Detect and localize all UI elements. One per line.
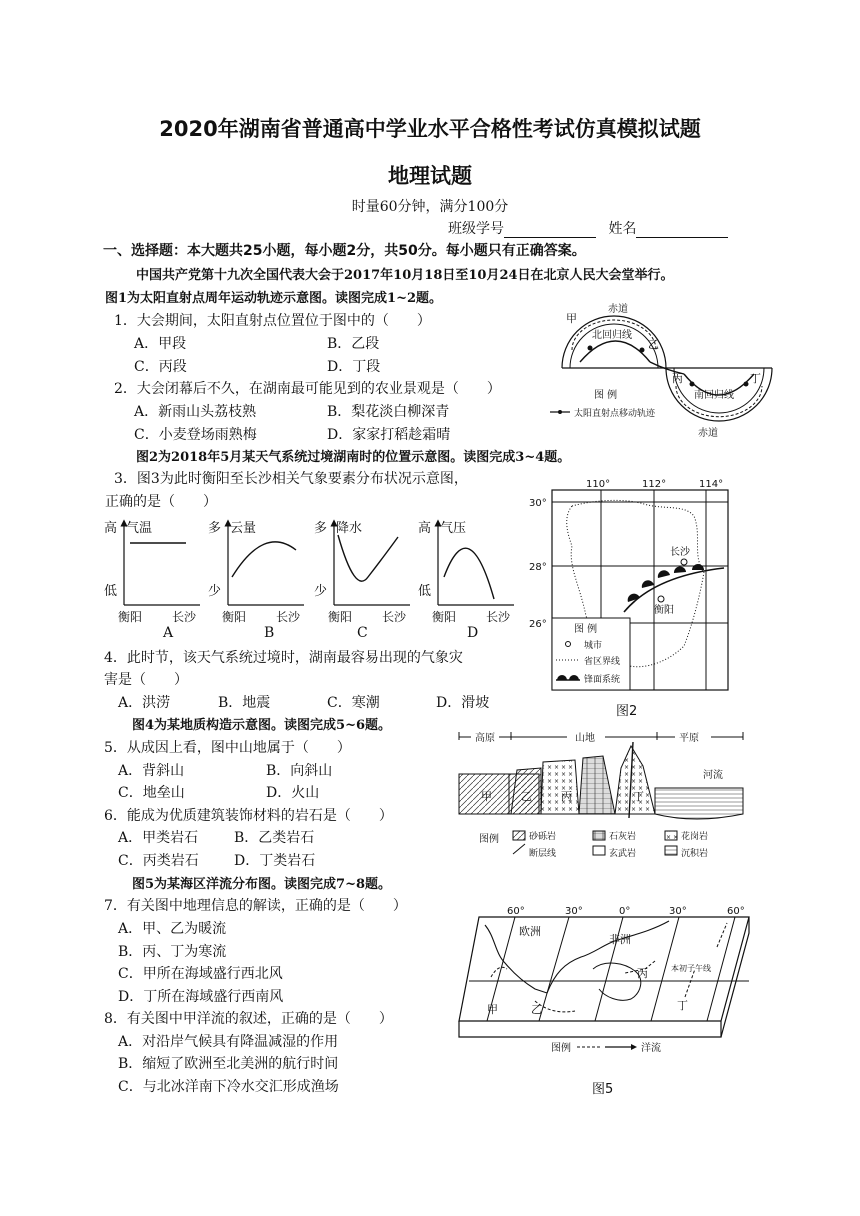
- q1-option-b[interactable]: B．乙段: [327, 336, 380, 352]
- q6-option-d[interactable]: D．丁类岩石: [234, 853, 316, 869]
- graph-b-var: 云量: [230, 521, 257, 536]
- q4-stem-2: 害是（ ）: [104, 672, 188, 688]
- fig1-jia: 甲: [566, 312, 577, 325]
- graph-d-to: 长沙: [486, 610, 511, 624]
- q4-stem-1: 4．此时节，该天气系统过境时，湖南最容易出现的气象灾: [104, 650, 463, 666]
- fig1-legend-title: 图 例: [594, 390, 618, 401]
- fig5-bing: 丙: [637, 967, 648, 980]
- q3-option-d[interactable]: D: [467, 625, 479, 641]
- fig1-equator-bottom: 赤道: [698, 428, 718, 439]
- fig2-city-hengyang: 衡阳: [654, 605, 674, 616]
- q8-option-b[interactable]: B．缩短了欧洲至北美洲的航行时间: [118, 1056, 339, 1072]
- fig5-lon-3: 0°: [619, 906, 631, 917]
- fig2-legend-title: 图 例: [574, 624, 598, 635]
- fig4-fault: 断层线: [529, 849, 557, 858]
- figure-5: [455, 903, 755, 1097]
- time-score: 时量60分钟，满分100分: [351, 199, 509, 215]
- fig5-jia: 甲: [487, 1003, 498, 1016]
- q3-stem-2: 正确的是（ ）: [105, 494, 217, 510]
- fig1-north-tropic: 北回归线: [592, 330, 632, 341]
- student-info: [448, 218, 728, 238]
- graph-c-lo: 少: [314, 584, 328, 599]
- fig5-lon-4: 30°: [669, 906, 687, 917]
- class-blank[interactable]: [504, 223, 596, 238]
- fig4-plain: 平原: [679, 733, 699, 744]
- graph-a-var: 气温: [126, 521, 153, 536]
- graph-d-lo: 低: [418, 584, 432, 599]
- q2-option-b[interactable]: B．梨花淡白柳深青: [327, 404, 450, 420]
- graph-d-hi: 高: [418, 521, 432, 536]
- q2-option-a[interactable]: A．新雨山头荔枝熟: [134, 404, 257, 420]
- q6-stem: 6．能成为优质建筑装饰材料的岩石是（ ）: [104, 808, 393, 824]
- fig2-caption: 图2: [616, 704, 638, 719]
- graph-c-line: [338, 535, 398, 581]
- q1-stem: 1．大会期间，太阳直射点位置位于图中的（ ）: [114, 313, 431, 329]
- fig2-lon-2: 112°: [642, 479, 667, 490]
- fig4-yi: 乙: [521, 790, 532, 803]
- q5-option-a[interactable]: A．背斜山: [118, 763, 185, 779]
- graph-c-to: 长沙: [382, 610, 407, 624]
- fig4-mountain: 山地: [575, 733, 595, 744]
- q8-option-a[interactable]: A．对沿岸气候具有降温减湿的作用: [118, 1034, 339, 1050]
- q4-option-a[interactable]: A．洪涝: [118, 695, 171, 711]
- graph-d-var: 气压: [440, 521, 467, 536]
- fig2-lon-1: 110°: [586, 479, 611, 490]
- fig4-bing: 丙: [561, 790, 572, 803]
- q7-option-b[interactable]: B．丙、丁为寒流: [118, 944, 227, 960]
- q2-option-c[interactable]: C．小麦登场雨熟梅: [134, 427, 257, 443]
- graph-a-from: 衡阳: [118, 610, 143, 624]
- exam-title: 2020年湖南省普通高中学业水平合格性考试仿真模拟试题: [159, 117, 701, 141]
- fig1-south-tropic: 南回归线: [694, 390, 734, 401]
- graph-b: [208, 521, 304, 624]
- fig5-meridian: 本初子午线: [671, 964, 711, 973]
- graph-b-from: 衡阳: [222, 610, 247, 624]
- intro-2: 图2为2018年5月某天气系统过境湖南时的位置示意图。读图完成3~4题。: [136, 450, 571, 465]
- q3-option-c[interactable]: C: [357, 625, 368, 641]
- fig1-equator-top: 赤道: [608, 304, 628, 315]
- q8-option-c[interactable]: C．与北冰洋南下冷水交汇形成渔场: [118, 1079, 339, 1095]
- q6-option-a[interactable]: A．甲类岩石: [118, 830, 199, 846]
- fig4-legend: 图例: [479, 834, 499, 845]
- q4-option-c[interactable]: C．寒潮: [327, 695, 380, 711]
- fig4-sandstone: 砂砾岩: [529, 832, 557, 842]
- fig4-plateau: 高原: [475, 733, 495, 744]
- graph-a-to: 长沙: [172, 610, 197, 624]
- q5-stem: 5．从成因上看，图中山地属于（ ）: [104, 740, 351, 756]
- fig1-ding: 丁: [750, 372, 761, 385]
- figure-4: [455, 728, 747, 858]
- graph-a: [104, 520, 200, 624]
- fig1-yi: 乙: [648, 338, 659, 351]
- name-blank[interactable]: [636, 223, 728, 238]
- q1-option-c[interactable]: C．丙段: [134, 359, 187, 375]
- q7-stem: 7．有关图中地理信息的解读，正确的是（ ）: [104, 898, 407, 914]
- fig5-current: 洋流: [641, 1043, 661, 1054]
- graph-b-hi: 多: [208, 521, 222, 536]
- graph-c-from: 衡阳: [328, 610, 353, 624]
- exam-subtitle: 地理试题: [388, 164, 472, 188]
- fig5-yi: 乙: [531, 1003, 542, 1016]
- graph-c-hi: 多: [314, 521, 328, 536]
- fig5-ding: 丁: [677, 999, 688, 1012]
- fig5-lon-2: 30°: [565, 906, 583, 917]
- fig5-caption: 图5: [592, 1082, 614, 1097]
- q2-option-d[interactable]: D．家家打稻趁霜晴: [327, 427, 451, 443]
- q4-option-b[interactable]: B．地震: [218, 695, 271, 711]
- fig1-legend-text: 太阳直射点移动轨迹: [574, 409, 656, 419]
- q6-option-b[interactable]: B．乙类岩石: [234, 830, 315, 846]
- fig4-limestone: 石灰岩: [609, 832, 637, 842]
- fig4-ding: 丁: [633, 790, 644, 803]
- q5-option-d[interactable]: D．火山: [266, 785, 320, 801]
- graph-c-var: 降水: [336, 521, 363, 536]
- q1-option-d[interactable]: D．丁段: [327, 359, 381, 375]
- fig5-legend: 图例: [551, 1043, 571, 1054]
- graph-a-hi: 高: [104, 521, 118, 536]
- fig4-jia: 甲: [481, 790, 492, 803]
- fig1-bing: 丙: [672, 372, 683, 385]
- intro-1b: 图1为太阳直射点周年运动轨迹示意图。读图完成1~2题。: [105, 291, 443, 306]
- q5-option-c[interactable]: C．地垒山: [118, 785, 185, 801]
- fig5-africa: 非洲: [609, 933, 631, 946]
- graph-d: [418, 520, 514, 624]
- q3-option-a[interactable]: A: [163, 625, 174, 641]
- q8-stem: 8．有关图中甲洋流的叙述，正确的是（ ）: [104, 1011, 393, 1027]
- q3-stem-1: 3．图3为此时衡阳至长沙相关气象要素分布状况示意图，: [114, 471, 468, 487]
- q6-option-c[interactable]: C．丙类岩石: [118, 853, 199, 869]
- graph-b-to: 长沙: [276, 610, 301, 624]
- class-label: 班级学号: [448, 221, 504, 237]
- fig2-city-changsha: 长沙: [670, 547, 690, 558]
- graph-a-lo: 低: [104, 584, 118, 599]
- q7-option-c[interactable]: C．甲所在海域盛行西北风: [118, 966, 283, 982]
- intro-4: 图5为某海区洋流分布图。读图完成7~8题。: [132, 877, 392, 892]
- q4-option-d[interactable]: D．滑坡: [436, 695, 490, 711]
- q7-option-d[interactable]: D．丁所在海域盛行西南风: [118, 989, 284, 1005]
- fig5-lon-1: 60°: [507, 906, 525, 917]
- graph-b-line: [232, 542, 296, 577]
- fig2-lat-3: 26°: [529, 619, 547, 630]
- name-label: 姓名: [608, 221, 637, 237]
- fig4-granite: 花岗岩: [681, 832, 709, 842]
- graph-c: [314, 520, 410, 624]
- fig2-legend-city: 城市: [584, 641, 603, 651]
- q7-option-a[interactable]: A．甲、乙为暖流: [118, 921, 227, 937]
- intro-1: 中国共产党第十九次全国代表大会于2017年10月18日至10月24日在北京人民大会堂举行。: [136, 268, 674, 283]
- q1-option-a[interactable]: A．甲段: [134, 336, 187, 352]
- q2-stem: 2．大会闭幕后不久，在湖南最可能见到的农业景观是（ ）: [114, 381, 501, 397]
- intro-3: 图4为某地质构造示意图。读图完成5~6题。: [132, 718, 392, 733]
- fig2-legend-border: 省区界线: [584, 657, 621, 667]
- q3-option-b[interactable]: B: [264, 625, 275, 641]
- fig2-lat-1: 30°: [529, 498, 547, 509]
- fig4-basalt: 玄武岩: [609, 849, 637, 858]
- fig5-lon-5: 60°: [727, 906, 745, 917]
- graph-b-lo: 少: [208, 584, 222, 599]
- figure-1: [546, 300, 774, 448]
- fig5-europe: 欧洲: [519, 925, 541, 938]
- fig2-lat-2: 28°: [529, 562, 547, 573]
- fig4-river: 河流: [703, 770, 723, 781]
- fig2-lon-3: 114°: [699, 479, 724, 490]
- fig4-sediment: 沉积岩: [681, 849, 709, 858]
- q5-option-b[interactable]: B．向斜山: [266, 763, 333, 779]
- section-heading: 一、选择题：本大题共25小题，每小题2分，共50分。每小题只有正确答案。: [103, 243, 586, 259]
- figure-2: [524, 476, 734, 720]
- graph-d-line: [444, 548, 494, 599]
- fig2-legend-front: 锋面系统: [584, 675, 621, 685]
- graph-d-from: 衡阳: [432, 610, 457, 624]
